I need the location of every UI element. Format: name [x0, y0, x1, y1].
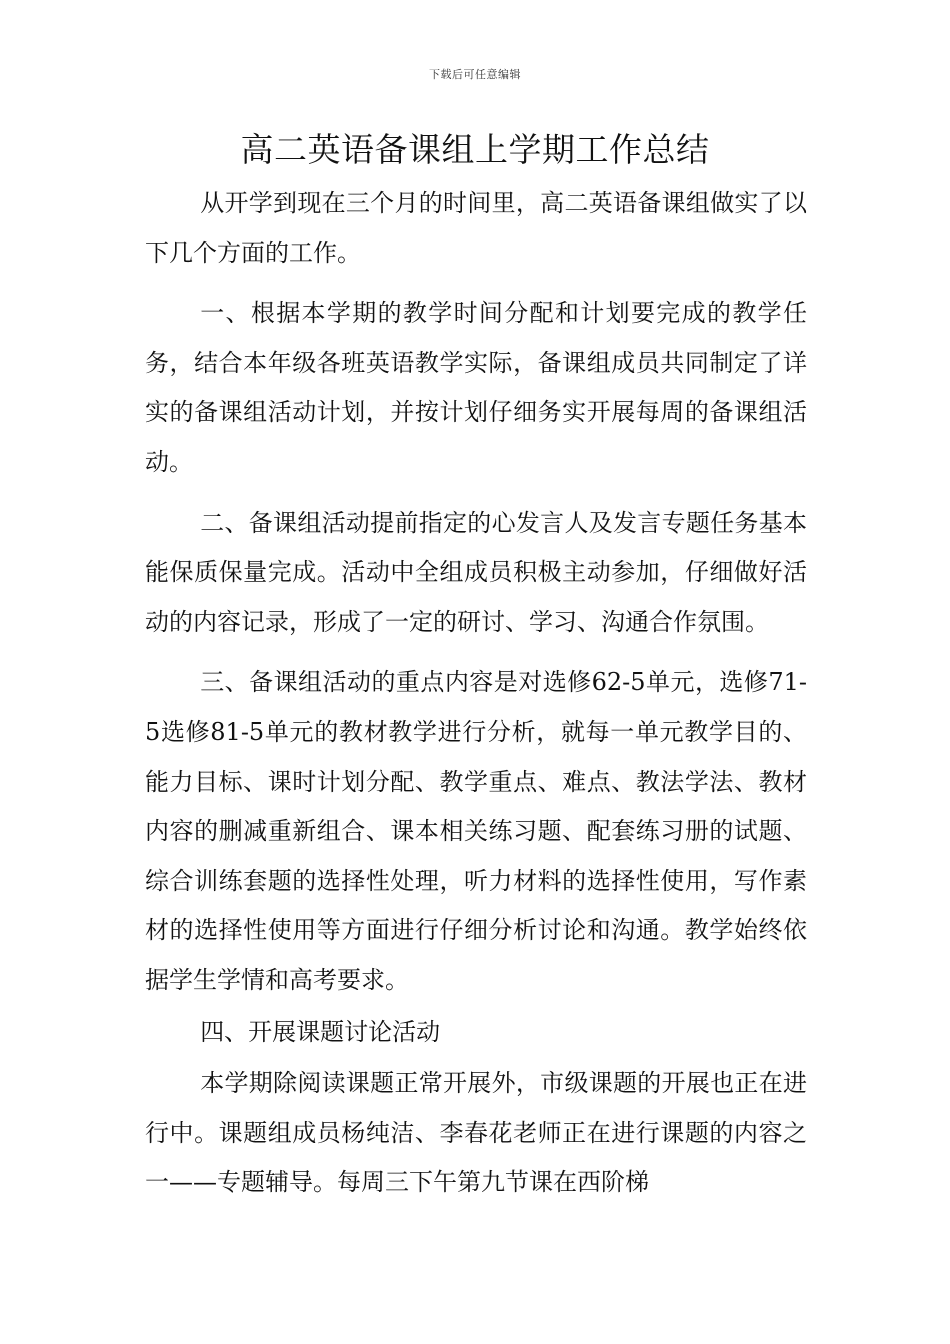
paragraph-section-3: 三、备课组活动的重点内容是对选修62-5单元，选修71-5选修81-5单元的教材教学进行分析，就每一单元教学目的、能力目标、课时计划分配、教学重点、难点、教法学法、教材内容的删减重新组合、课本相关练习题、配套练习册的试题、综合训练套题的选择性处理，听力材料的选择性使用，写作素材的选择性使用等方面进行仔细分析讨论和沟通。教学始终依据学生学情和高考要求。 — [145, 668, 807, 994]
document-body — [145, 179, 807, 1208]
paragraph-intro: 从开学到现在三个月的时间里，高二英语备课组做实了以下几个方面的工作。 — [145, 189, 807, 267]
paragraph-section-4-body: 本学期除阅读课题正常开展外，市级课题的开展也正在进行中。课题组成员杨纯洁、李春花老师正在进行课题的内容之一——专题辅导。每周三下午第九节课在西阶梯 — [145, 1069, 807, 1197]
document-title: 高二英语备课组上学期工作总结 — [240, 130, 710, 169]
header-note: 下载后可任意编辑 — [429, 68, 521, 81]
paragraph-section-2: 二、备课组活动提前指定的心发言人及发言专题任务基本能保质保量完成。活动中全组成员积极主动参加，仔细做好活动的内容记录，形成了一定的研讨、学习、沟通合作氛围。 — [145, 508, 807, 636]
paragraph-section-4-heading: 四、开展课题讨论活动 — [200, 1017, 441, 1046]
paragraph-section-1: 一、根据本学期的教学时间分配和计划要完成的教学任务，结合本年级各班英语教学实际，备课组成员共同制定了详实的备课组活动计划，并按计划仔细务实开展每周的备课组活动。 — [145, 299, 807, 476]
